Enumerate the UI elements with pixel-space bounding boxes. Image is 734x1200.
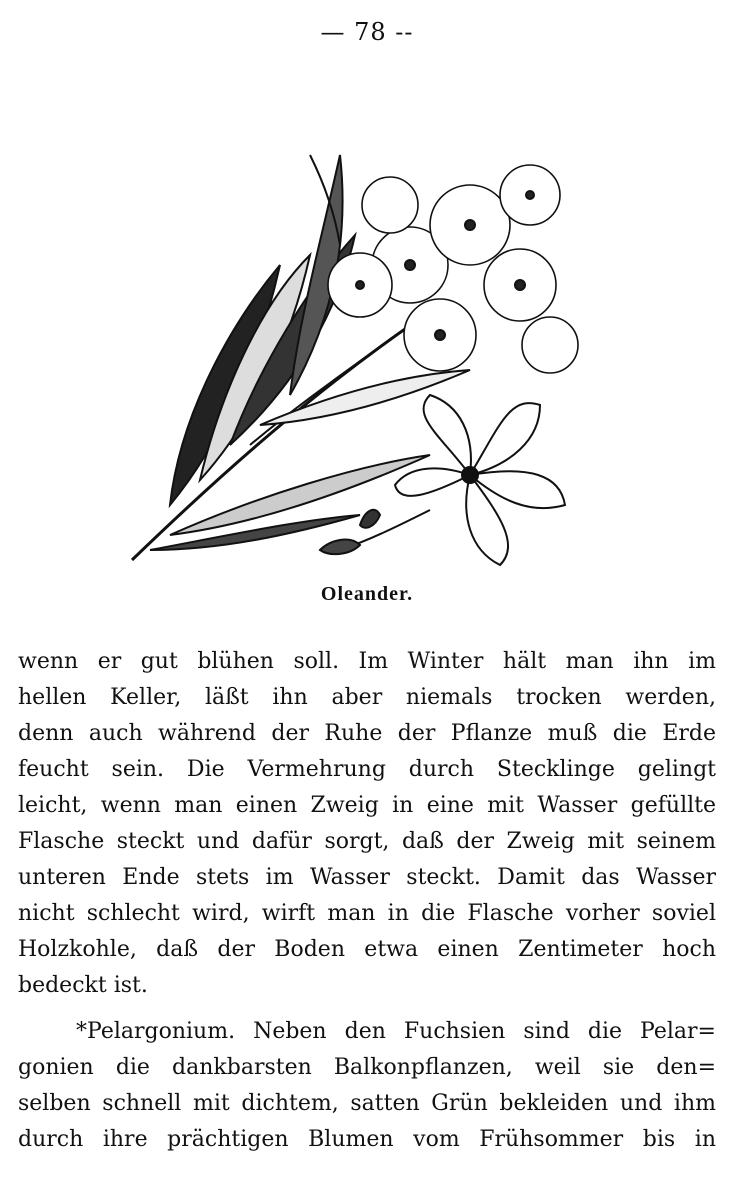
text-line: selben schnell mit dichtem, satten Grün bekleiden und ihm [18, 1091, 716, 1116]
text-line: hellen Keller, läßt ihn aber niemals trocken werden, [18, 685, 716, 710]
text-line: nicht schlecht wird, wirft man in die Flasche vorher soviel [18, 901, 716, 926]
page-number: — 78 -- [320, 18, 414, 46]
body-text [18, 644, 716, 1158]
paragraph-gap [18, 1004, 716, 1014]
oleander-illustration [110, 95, 610, 575]
text-line: wenn er gut blühen soll. Im Winter hält man ihn im [18, 649, 716, 674]
text-line: durch ihre prächtigen Blumen vom Frühsommer bis in [18, 1127, 716, 1152]
oleander-engraving [110, 95, 610, 575]
text-line: bedeckt ist. [18, 973, 148, 998]
text-line: *Pelargonium. Neben den Fuchsien sind die Pelar= [76, 1019, 716, 1044]
text-line: gonien die dankbarsten Balkonpflanzen, weil sie den= [18, 1055, 716, 1080]
text-line: Flasche steckt und dafür sorgt, daß der Zweig mit seinem [18, 829, 716, 854]
text-line: unteren Ende stets im Wasser steckt. Damit das Wasser [18, 865, 716, 890]
text-line: feucht sein. Die Vermehrung durch Stecklinge gelingt [18, 757, 716, 782]
text-line: denn auch während der Ruhe der Pflanze muß die Erde [18, 721, 716, 746]
text-line: leicht, wenn man einen Zweig in eine mit Wasser gefüllte [18, 793, 716, 818]
figure-caption: Oleander. [320, 583, 414, 605]
text-line: Holzkohle, daß der Boden etwa einen Zentimeter hoch [18, 937, 716, 962]
